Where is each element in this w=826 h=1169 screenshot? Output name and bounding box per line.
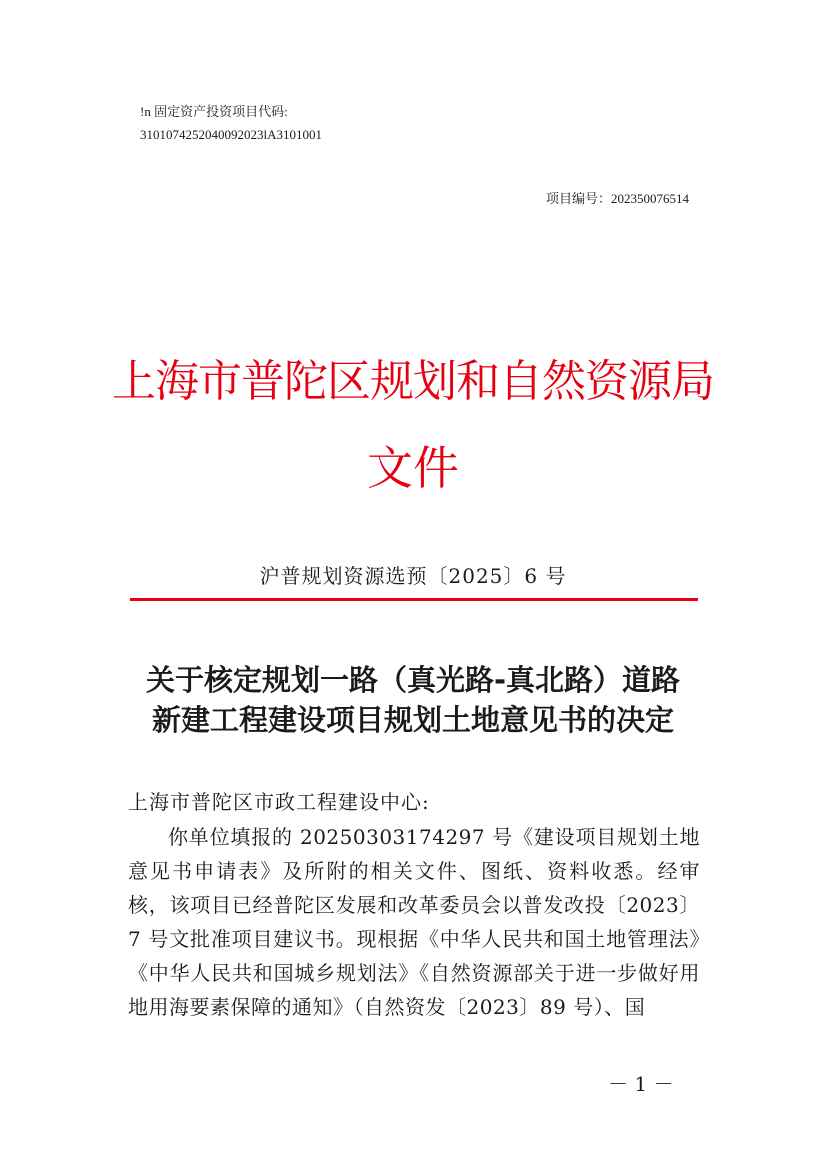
red-divider <box>130 598 698 601</box>
fixed-asset-code: 3101074252040092023lA3101001 <box>140 127 322 142</box>
fixed-asset-code-block <box>140 100 322 146</box>
document-number: 沪普规划资源选预〔2025〕6 号 <box>259 564 567 588</box>
project-number: 项目编号：202350076514 <box>545 191 689 206</box>
title-line-2: 新建工程建设项目规划土地意见书的决定 <box>151 703 674 737</box>
document-title <box>110 660 716 740</box>
issuer-name: 上海市普陀区规划和自然资源局 <box>112 356 714 407</box>
document-type: 文件 <box>367 441 459 495</box>
addressee: 上海市普陀区市政工程建设中心: <box>128 790 430 814</box>
fixed-asset-label: !n 固定资产投资项目代码: <box>140 104 288 119</box>
page-number: － 1 － <box>608 1072 674 1096</box>
body-paragraph: 你单位填报的 20250303174297 号《建设项目规划土地意见书申请表》及所附的相关文件、图纸、资料收悉。经审核，该项目已经普陀区发展和改革委员会以普发改投〔2023〕7 号文批准项目建议书。现根据《中华人民共和国土地管理法》《中华人民共和国城乡规划法》《自然资源部关于进一步做好用地用海要素保障的通知》（自然资发〔2023〕89 号）、国 <box>128 825 700 1019</box>
title-line-1: 关于核定规划一路（真光路-真北路）道路 <box>145 663 681 697</box>
